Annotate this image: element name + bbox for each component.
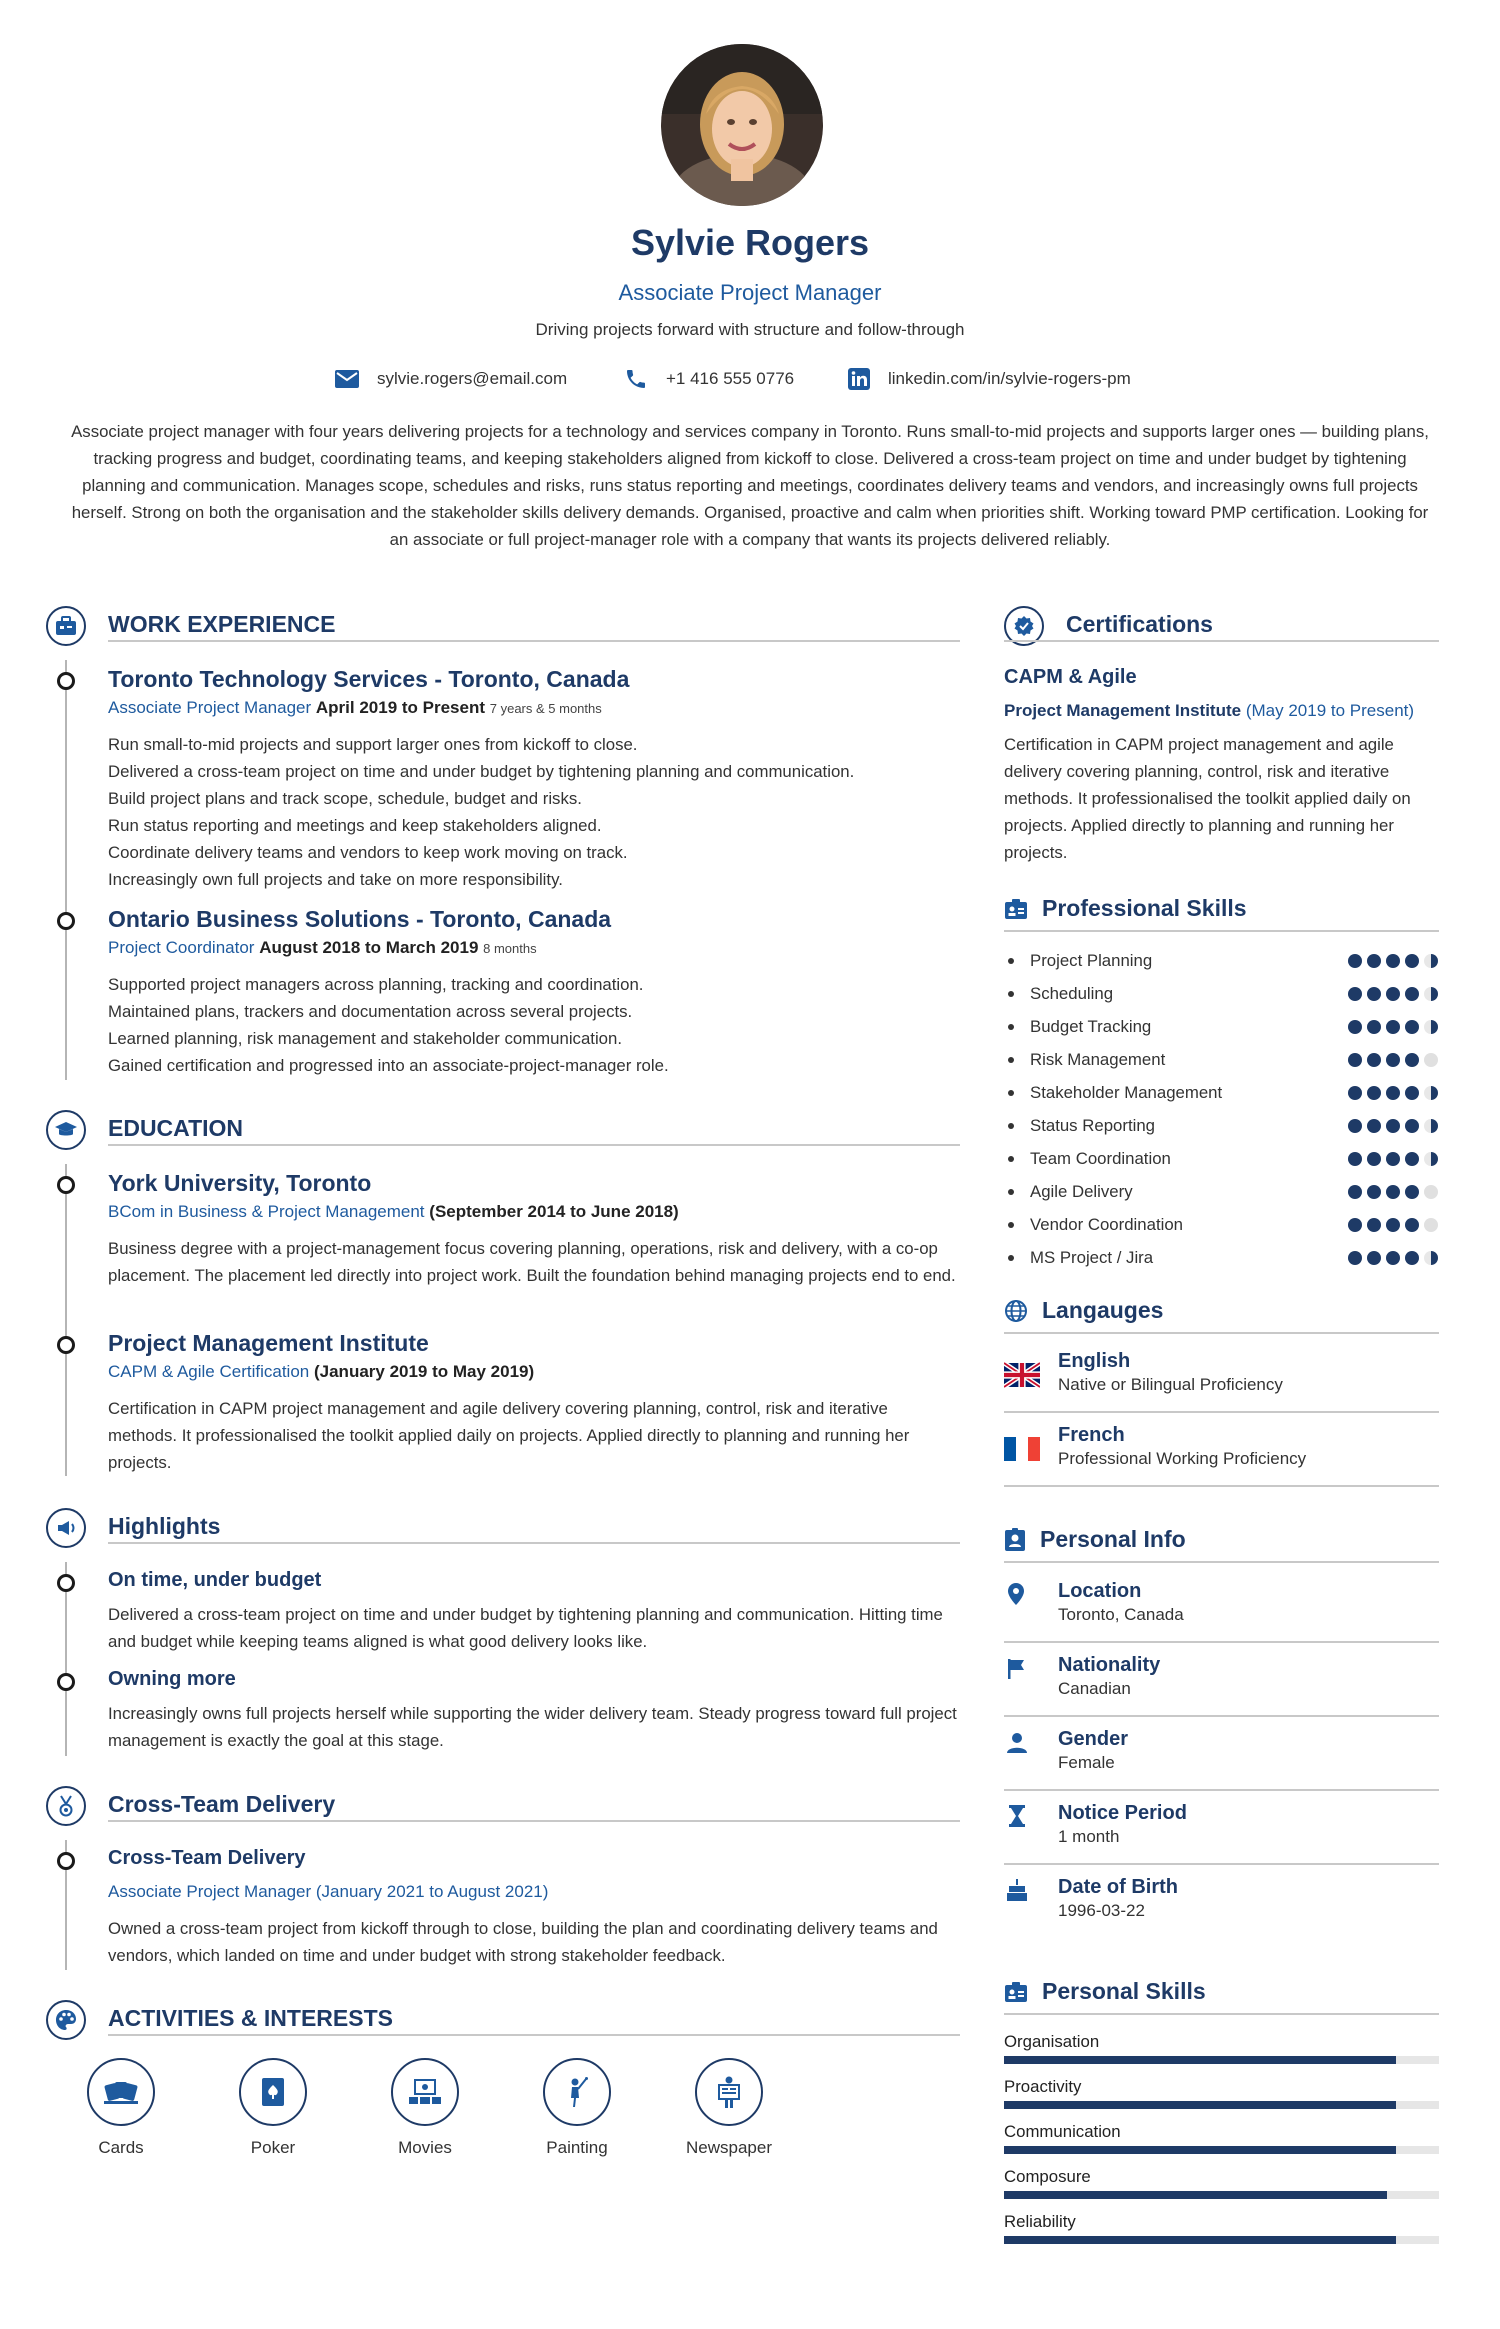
personal-skill-bar — [1004, 2191, 1439, 2199]
personal-skill-fill — [1004, 2101, 1396, 2109]
languages-divider — [1004, 1332, 1439, 1334]
rating-dot — [1424, 1152, 1438, 1166]
highlight-text: Delivered a cross-team project on time and under budget by tightening planning and communication. Hitting time and budget while keeping teams aligned is what good delivery looks like. — [108, 1605, 943, 1651]
skill-name: Agile Delivery — [1030, 1181, 1133, 1201]
personal-skill-name: Proactivity — [1004, 2077, 1082, 2096]
skill-rating — [1348, 1020, 1438, 1034]
phone-icon — [624, 367, 648, 391]
linkedin-text: linkedin.com/in/sylvie-rogers-pm — [888, 369, 1131, 388]
info-label: Date of Birth — [1058, 1876, 1178, 1898]
activity-newspaper — [669, 2058, 789, 2158]
info-divider — [1004, 1789, 1439, 1791]
job-line: Increasingly own full projects and take on more responsibility. — [108, 870, 563, 889]
skill-name: Stakeholder Management — [1030, 1082, 1223, 1102]
personal-skill-fill — [1004, 2146, 1396, 2154]
professional-skill-row — [1008, 1208, 1438, 1241]
skill-rating — [1348, 1218, 1438, 1232]
profile-photo — [661, 44, 823, 206]
info-date-of-birth — [1058, 1876, 1178, 1921]
job-duration: 8 months — [483, 941, 537, 956]
personal-skill-name: Communication — [1004, 2122, 1121, 2141]
rating-dot — [1386, 987, 1400, 1001]
bullet — [1008, 1255, 1014, 1261]
job-line: Gained certification and progressed into an associate-project-manager role. — [108, 1056, 669, 1075]
project-text: Owned a cross-team project from kickoff through to close, building the plan and coordinating delivery teams and vendors, which landed on time and under budget with strong stakeholder feedback. — [108, 1919, 938, 1965]
rating-dot — [1386, 1119, 1400, 1133]
personal-skill-bar — [1004, 2101, 1439, 2109]
info-value: 1996-03-22 — [1058, 1901, 1145, 1920]
job-description — [108, 971, 968, 1079]
rating-dot — [1348, 1218, 1362, 1232]
activity-label: Movies — [398, 2138, 452, 2157]
graduation-cap-icon — [46, 1110, 86, 1150]
job-line: Maintained plans, trackers and documentation across several projects. — [108, 1002, 633, 1021]
personal-info-divider — [1004, 1561, 1439, 1563]
personal-skill-name: Reliability — [1004, 2212, 1076, 2231]
rating-dot — [1348, 1251, 1362, 1265]
rating-dot — [1386, 1053, 1400, 1067]
skill-rating — [1348, 1152, 1438, 1166]
contact-email[interactable] — [335, 364, 567, 394]
activity-poker — [213, 2058, 333, 2158]
cert-issuer: Project Management Institute — [1004, 701, 1242, 720]
work-experience-heading: WORK EXPERIENCE — [108, 611, 336, 637]
degree-description: Business degree with a project-management focus covering planning, operations, risk and delivery, with a co-op placement. The placement led directly into project work. Built the foundation behind managing projects end to end. — [108, 1239, 956, 1285]
info-divider — [1004, 1863, 1439, 1865]
rating-dot — [1405, 1152, 1419, 1166]
personal-skill-name: Composure — [1004, 2167, 1091, 2186]
timeline-dot — [57, 1336, 75, 1354]
language-french — [1058, 1424, 1306, 1469]
rating-dot — [1348, 1185, 1362, 1199]
info-divider — [1004, 1715, 1439, 1717]
hourglass-icon — [1008, 1804, 1026, 1828]
professional-skill-row — [1008, 1043, 1438, 1076]
info-divider — [1004, 1641, 1439, 1643]
bullet — [1008, 1123, 1014, 1129]
info-label: Location — [1058, 1580, 1142, 1602]
activity-painting — [517, 2058, 637, 2158]
personal-skill-fill — [1004, 2191, 1387, 2199]
project-title: Cross-Team Delivery — [108, 1847, 306, 1869]
rating-dot — [1424, 987, 1438, 1001]
rating-dot — [1367, 1020, 1381, 1034]
rating-dot — [1405, 1119, 1419, 1133]
professional-skills-header — [1004, 895, 1247, 922]
rating-dot — [1405, 1185, 1419, 1199]
project-role: Associate Project Manager — [108, 1882, 312, 1901]
skill-rating — [1348, 1251, 1438, 1265]
rating-dot — [1386, 1020, 1400, 1034]
cross-team-divider — [108, 1820, 960, 1822]
info-label: Nationality — [1058, 1654, 1161, 1676]
activities-divider — [108, 2034, 960, 2036]
rating-dot — [1405, 1218, 1419, 1232]
rating-dot — [1424, 1251, 1438, 1265]
timeline-line — [65, 660, 67, 1080]
france-flag — [1004, 1436, 1040, 1462]
bullet — [1008, 1222, 1014, 1228]
professional-skill-row — [1008, 1241, 1438, 1274]
skill-name: Vendor Coordination — [1030, 1214, 1184, 1234]
skill-rating — [1348, 954, 1438, 968]
email-text: sylvie.rogers@email.com — [377, 369, 568, 388]
skill-name: Budget Tracking — [1030, 1016, 1152, 1036]
highlight-text: Increasingly owns full projects herself while supporting the wider delivery team. Steady progress toward full project management is exactly the goal at this stage. — [108, 1704, 957, 1750]
info-value: Canadian — [1058, 1679, 1131, 1698]
language-divider — [1004, 1411, 1439, 1413]
bullet — [1008, 1090, 1014, 1096]
skill-rating — [1348, 1119, 1438, 1133]
certifications-heading: Certifications — [1066, 611, 1213, 637]
skill-name: Project Planning — [1030, 950, 1153, 970]
degree-dates: (September 2014 to June 2018) — [429, 1202, 679, 1221]
skill-name: Risk Management — [1030, 1049, 1166, 1069]
project-dates: (January 2021 to August 2021) — [315, 1882, 549, 1901]
personal-skill-bar — [1004, 2236, 1439, 2244]
timeline-dot — [57, 1673, 75, 1691]
timeline-dot — [57, 672, 75, 690]
personal-skill-name: Organisation — [1004, 2032, 1100, 2051]
bullet — [1008, 1057, 1014, 1063]
rating-dot — [1367, 987, 1381, 1001]
rating-dot — [1367, 954, 1381, 968]
school-name: Project Management Institute — [108, 1330, 429, 1356]
project-meta — [108, 1882, 548, 1902]
movies-icon — [407, 2078, 443, 2106]
candidate-name: Sylvie Rogers — [630, 222, 870, 263]
job-company: Toronto Technology Services - Toronto, Canada — [108, 666, 630, 692]
skill-rating — [1348, 987, 1438, 1001]
job-line: Learned planning, risk management and stakeholder communication. — [108, 1029, 622, 1048]
personal-skills-heading: Personal Skills — [1042, 1978, 1206, 2004]
palette-icon — [46, 2000, 86, 2040]
highlights-divider — [108, 1542, 960, 1544]
skill-rating — [1348, 1053, 1438, 1067]
contact-linkedin[interactable] — [848, 364, 1131, 394]
timeline-line — [65, 1164, 67, 1476]
professional-skill-row — [1008, 1010, 1438, 1043]
timeline-dot — [57, 912, 75, 930]
rating-dot — [1424, 954, 1438, 968]
skill-name: MS Project / Jira — [1030, 1247, 1154, 1267]
skill-name: Scheduling — [1030, 983, 1114, 1003]
email-icon — [335, 370, 359, 388]
info-gender — [1058, 1728, 1128, 1773]
professional-skills-heading: Professional Skills — [1042, 895, 1247, 921]
language-name: English — [1058, 1350, 1131, 1372]
contact-phone[interactable] — [624, 364, 794, 394]
job-dates: April 2019 to Present — [315, 698, 486, 717]
rating-dot — [1424, 1218, 1438, 1232]
activity-label: Newspaper — [686, 2138, 772, 2157]
degree-name: BCom in Business & Project Management — [108, 1202, 425, 1221]
personal-skill-bar — [1004, 2146, 1439, 2154]
job-line: Delivered a cross-team project on time and under budget by tightening planning and communication. — [108, 762, 855, 781]
phone-text: +1 416 555 0776 — [666, 369, 795, 388]
professional-skill-row — [1008, 944, 1438, 977]
degree-description: Certification in CAPM project management and agile delivery covering planning, control, risk and iterative methods. It professionalised the toolkit applied daily on projects. Applied directly to planning and running her projects. — [108, 1399, 910, 1472]
cards-icon — [102, 2078, 140, 2106]
degree-meta — [108, 1362, 534, 1382]
candidate-title: Associate Project Manager — [618, 280, 882, 305]
rating-dot — [1386, 1086, 1400, 1100]
rating-dot — [1386, 1152, 1400, 1166]
rating-dot — [1405, 1251, 1419, 1265]
language-divider — [1004, 1485, 1439, 1487]
skill-rating — [1348, 1086, 1438, 1100]
contact-card-icon — [1004, 1528, 1026, 1552]
skill-name: Team Coordination — [1030, 1148, 1171, 1168]
rating-dot — [1367, 1185, 1381, 1199]
summary-paragraph: Associate project manager with four years delivering projects for a technology and services company in Toronto. Runs small-to-mid projects and supports larger ones — building plans, tracking progress and budget, coordinating teams, and keeping stakeholders aligned from kickoff to close. Delivered a cross-team project on time and under budget by tightening planning and communication. Manages scope, schedules and risks, runs status reporting and meetings, coordinates delivery teams and vendors, and increasingly owns full projects herself. Strong on both the organisation and the stakeholder skills delivery demands. Organised, proactive and calm when priorities shift. Working toward PMP certification. Looking for an associate or full project-manager role with a company that wants its projects delivered reliably. — [71, 422, 1429, 549]
job-meta — [108, 938, 537, 958]
work-divider — [108, 640, 960, 642]
rating-dot — [1405, 1086, 1419, 1100]
language-level: Native or Bilingual Proficiency — [1058, 1375, 1283, 1394]
info-notice-period — [1058, 1802, 1187, 1847]
professional-skill-row — [1008, 1076, 1438, 1109]
rating-dot — [1348, 1152, 1362, 1166]
info-value: Female — [1058, 1753, 1115, 1772]
id-badge-icon — [1004, 898, 1028, 920]
briefcase-icon — [46, 606, 86, 646]
rating-dot — [1348, 1119, 1362, 1133]
medal-icon — [46, 1786, 86, 1826]
info-label: Notice Period — [1058, 1802, 1187, 1824]
bullet — [1008, 1189, 1014, 1195]
rating-dot — [1367, 1086, 1381, 1100]
professional-skill-row — [1008, 1175, 1438, 1208]
rating-dot — [1367, 1251, 1381, 1265]
rating-dot — [1367, 1218, 1381, 1232]
bullet — [1008, 958, 1014, 964]
painting-icon — [564, 2076, 590, 2108]
job-role: Associate Project Manager — [108, 698, 312, 717]
job-line: Run small-to-mid projects and support larger ones from kickoff to close. — [108, 735, 638, 754]
rating-dot — [1348, 1053, 1362, 1067]
activity-label: Cards — [98, 2138, 144, 2157]
language-name: French — [1058, 1424, 1125, 1446]
bullet — [1008, 991, 1014, 997]
skill-name: Status Reporting — [1030, 1115, 1155, 1135]
info-label: Gender — [1058, 1728, 1129, 1750]
rating-dot — [1405, 954, 1419, 968]
rating-dot — [1424, 1119, 1438, 1133]
personal-skills-divider — [1004, 2013, 1439, 2015]
rating-dot — [1348, 1020, 1362, 1034]
professional-skill-row — [1008, 1109, 1438, 1142]
rating-dot — [1424, 1053, 1438, 1067]
personal-skill-bar — [1004, 2056, 1439, 2064]
info-nationality — [1058, 1654, 1160, 1699]
activity-label: Poker — [250, 2138, 296, 2157]
job-company: Ontario Business Solutions - Toronto, Canada — [108, 906, 612, 932]
activities-heading: ACTIVITIES & INTERESTS — [108, 2005, 393, 2031]
rating-dot — [1386, 1185, 1400, 1199]
info-value: Toronto, Canada — [1058, 1605, 1184, 1624]
bullet — [1008, 1156, 1014, 1162]
job-meta — [108, 698, 602, 718]
cert-name: CAPM & Agile — [1004, 666, 1137, 688]
activity-cards — [61, 2058, 181, 2158]
job-line: Build project plans and track scope, schedule, budget and risks. — [108, 789, 582, 808]
newspaper-icon — [715, 2075, 743, 2109]
person-icon — [1006, 1732, 1028, 1754]
degree-name: CAPM & Agile Certification — [108, 1362, 310, 1381]
personal-skill-fill — [1004, 2056, 1396, 2064]
rating-dot — [1405, 1020, 1419, 1034]
rating-dot — [1348, 954, 1362, 968]
job-line: Supported project managers across planning, tracking and coordination. — [108, 975, 644, 994]
bullet — [1008, 1024, 1014, 1030]
languages-header — [1004, 1297, 1163, 1324]
rating-dot — [1367, 1053, 1381, 1067]
highlight-title: Owning more — [108, 1668, 236, 1690]
linkedin-icon — [848, 368, 870, 390]
candidate-tagline: Driving projects forward with structure and follow-through — [535, 320, 965, 339]
job-role: Project Coordinator — [108, 938, 255, 957]
skill-rating — [1348, 1185, 1438, 1199]
job-line: Run status reporting and meetings and keep stakeholders aligned. — [108, 816, 602, 835]
flag-icon — [1007, 1658, 1027, 1680]
uk-flag — [1004, 1362, 1040, 1388]
rating-dot — [1424, 1020, 1438, 1034]
rating-dot — [1348, 987, 1362, 1001]
rating-dot — [1367, 1119, 1381, 1133]
globe-icon — [1004, 1299, 1028, 1323]
job-description — [108, 731, 968, 893]
job-duration: 7 years & 5 months — [489, 701, 602, 716]
id-badge-icon — [1004, 1981, 1028, 2003]
education-heading: EDUCATION — [108, 1115, 244, 1141]
rating-dot — [1386, 1218, 1400, 1232]
rating-dot — [1348, 1086, 1362, 1100]
activity-label: Painting — [546, 2138, 608, 2157]
personal-info-header — [1004, 1526, 1186, 1553]
job-line: Coordinate delivery teams and vendors to keep work moving on track. — [108, 843, 628, 862]
location-icon — [1007, 1582, 1025, 1606]
languages-heading: Langauges — [1042, 1297, 1164, 1323]
rating-dot — [1386, 954, 1400, 968]
cert-meta — [1004, 701, 1414, 721]
info-location — [1058, 1580, 1184, 1625]
poker-icon — [261, 2077, 285, 2107]
personal-skills-header — [1004, 1978, 1206, 2005]
rating-dot — [1405, 1053, 1419, 1067]
rating-dot — [1367, 1152, 1381, 1166]
job-dates: August 2018 to March 2019 — [259, 938, 479, 957]
info-value: 1 month — [1058, 1827, 1120, 1846]
professional-skill-row — [1008, 1142, 1438, 1175]
personal-skill-fill — [1004, 2236, 1396, 2244]
cross-team-heading: Cross-Team Delivery — [108, 1791, 336, 1817]
rating-dot — [1386, 1251, 1400, 1265]
cert-dates: (May 2019 to Present) — [1245, 701, 1415, 720]
timeline-dot — [57, 1176, 75, 1194]
activity-movies — [365, 2058, 485, 2158]
education-divider — [108, 1144, 960, 1146]
degree-meta — [108, 1202, 679, 1222]
language-level: Professional Working Proficiency — [1058, 1449, 1307, 1468]
personal-info-heading: Personal Info — [1040, 1526, 1186, 1552]
cake-icon — [1006, 1878, 1028, 1902]
certifications-divider — [1004, 640, 1439, 642]
rating-dot — [1424, 1086, 1438, 1100]
language-english — [1058, 1350, 1283, 1395]
professional-skill-row — [1008, 977, 1438, 1010]
timeline-dot — [57, 1852, 75, 1870]
highlights-heading: Highlights — [108, 1513, 221, 1539]
rating-dot — [1424, 1185, 1438, 1199]
school-name: York University, Toronto — [108, 1170, 372, 1196]
highlight-title: On time, under budget — [108, 1569, 322, 1591]
degree-dates: (January 2019 to May 2019) — [313, 1362, 535, 1381]
rating-dot — [1405, 987, 1419, 1001]
professional-skills-divider — [1004, 930, 1439, 932]
timeline-dot — [57, 1574, 75, 1592]
megaphone-icon — [46, 1508, 86, 1548]
cert-description: Certification in CAPM project management and agile delivery covering planning, control, risk and iterative methods. It professionalised the toolkit applied daily on projects. Applied directly to planning and running her projects. — [1004, 735, 1411, 862]
